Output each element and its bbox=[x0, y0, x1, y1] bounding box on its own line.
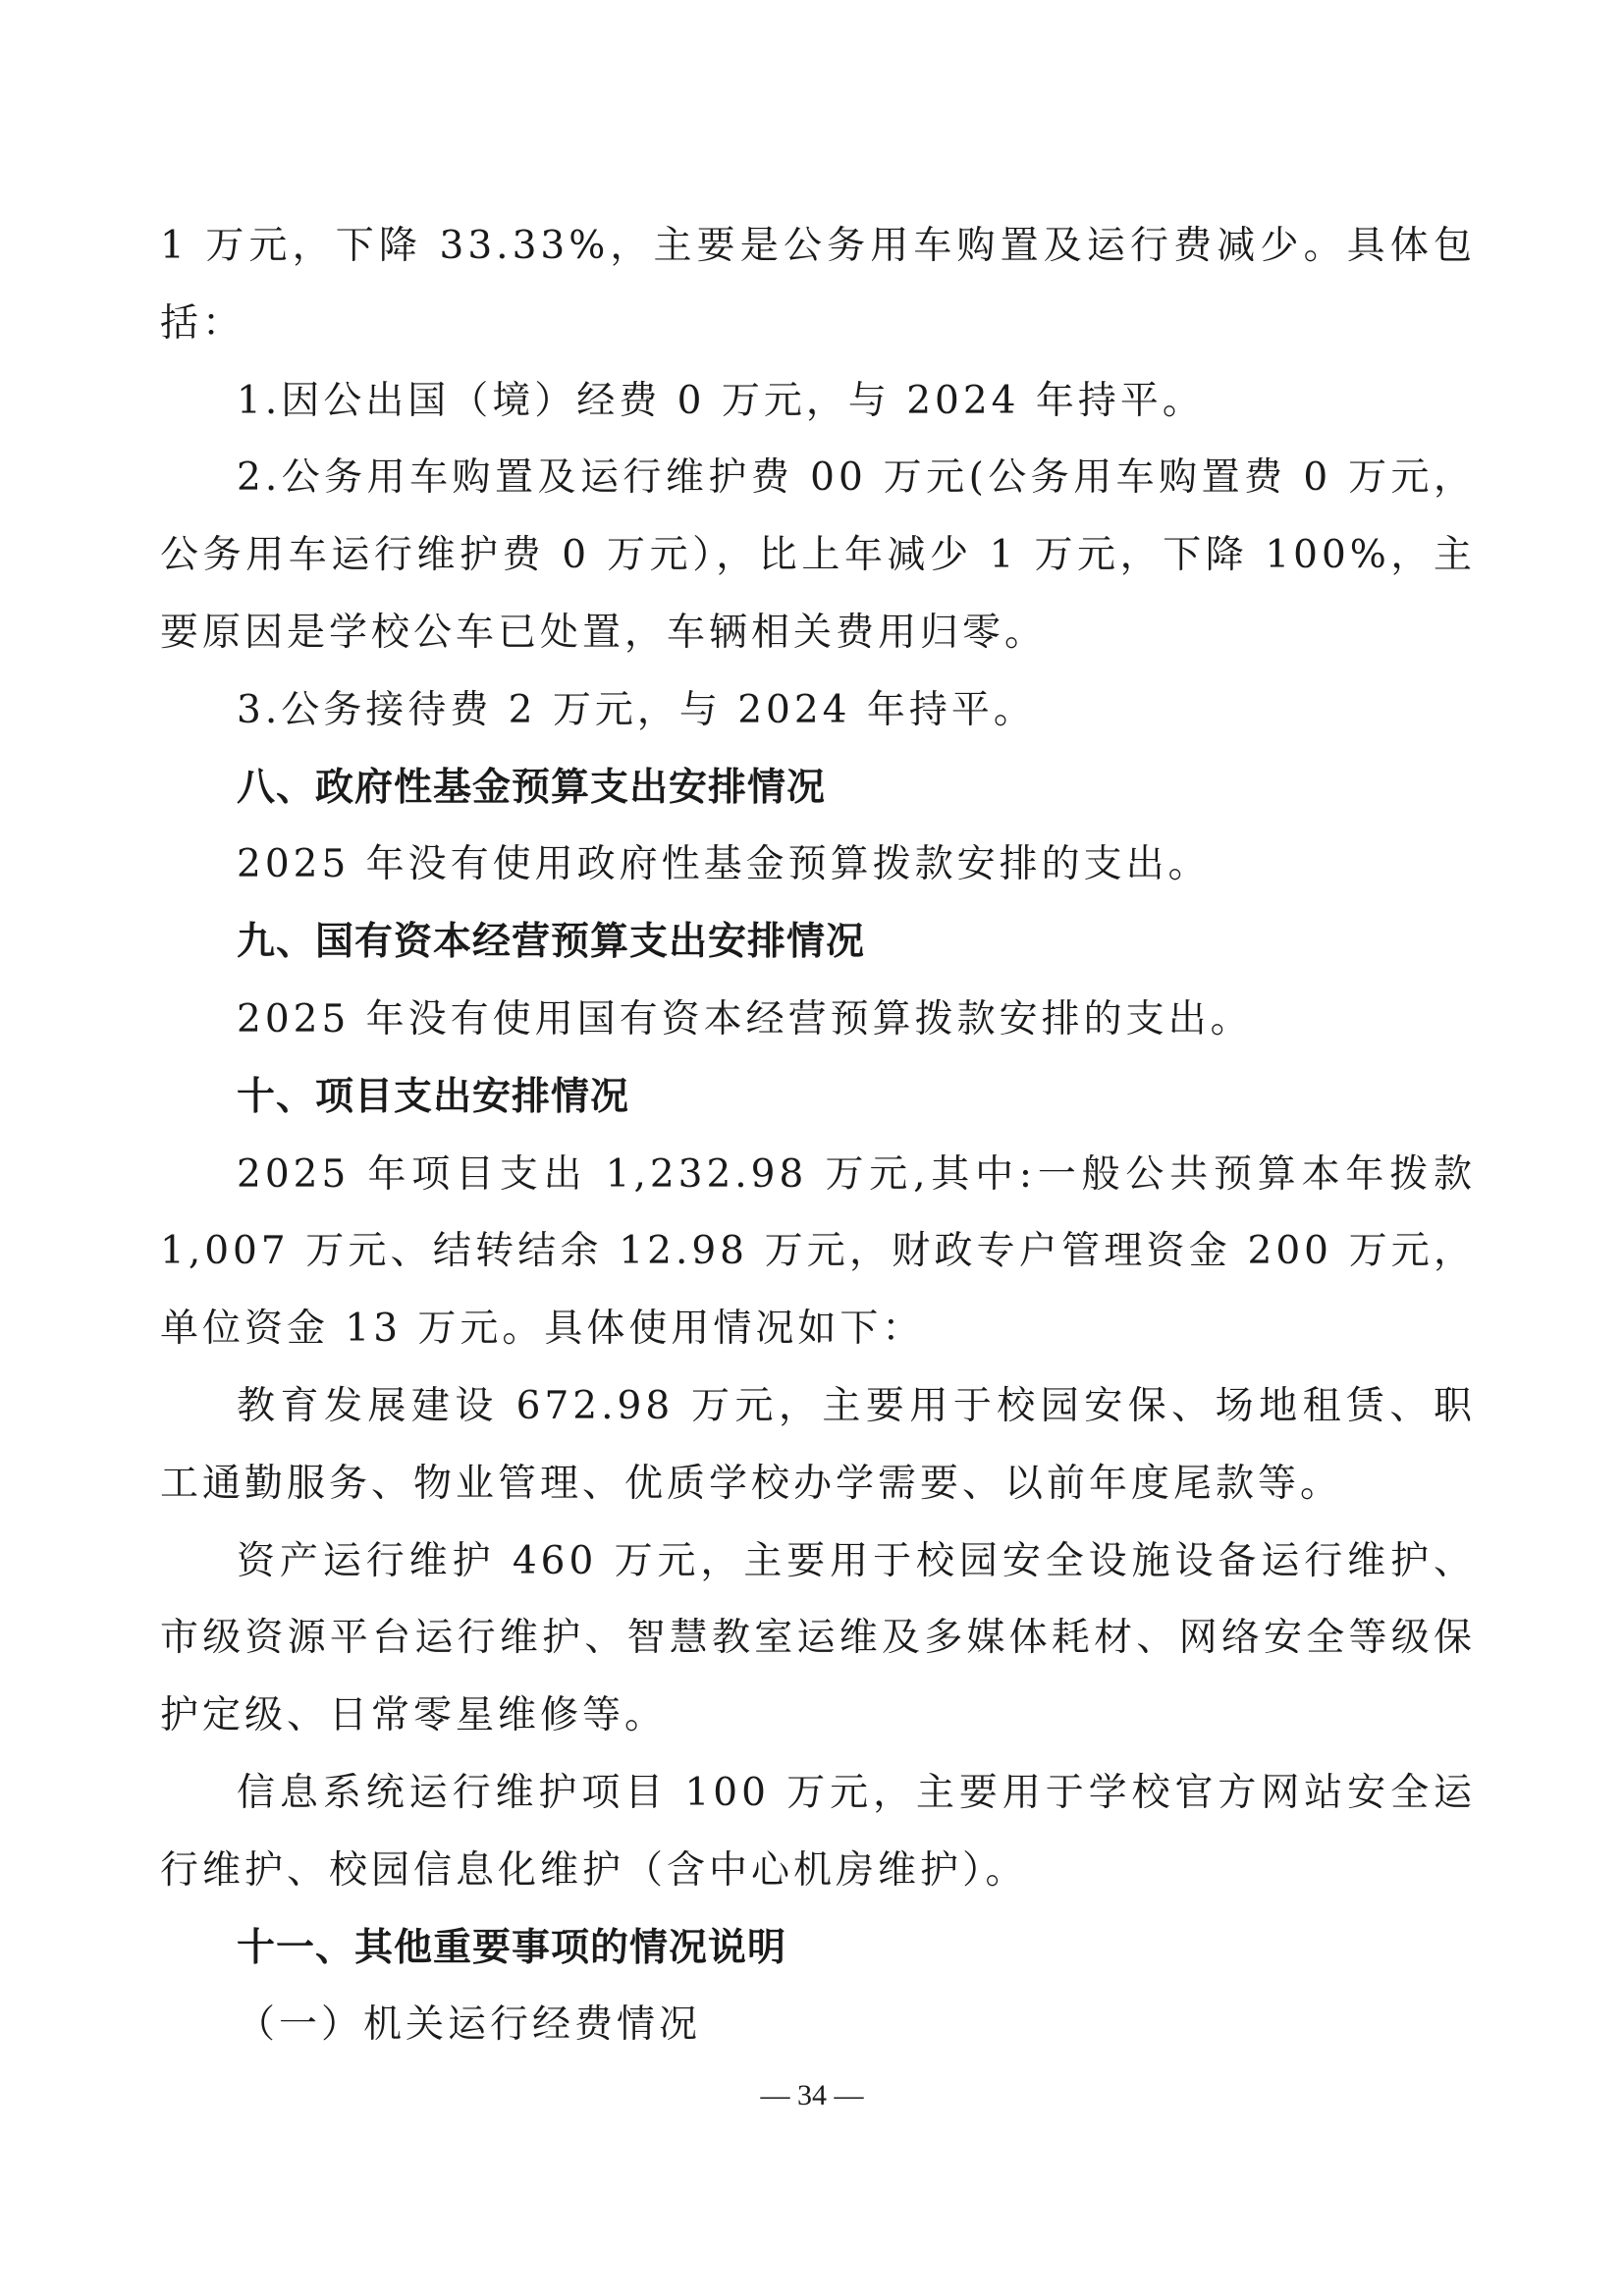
section-heading-8: 八、政府性基金预算支出安排情况 bbox=[237, 765, 827, 810]
paragraph-overseas-travel-cost: 1.因公出国（境）经费 0 万元，与 2024 年持平。 bbox=[237, 378, 1205, 423]
section-heading-10: 十、项目支出安排情况 bbox=[237, 1074, 630, 1119]
paragraph-project-expenditure: 2025 年项目支出 1,232.98 万元,其中:一般公共预算本年拨款 1,007 万元、结转结余 12.98 万元，财政专户管理资金 200 万元，单位资金 13 万元。具体使用情况如下： bbox=[160, 1151, 1476, 1352]
page-number: — 34 — bbox=[760, 2079, 864, 2111]
section-heading-9: 九、国有资本经营预算支出安排情况 bbox=[237, 920, 866, 965]
paragraph-continuation: 1 万元，下降 33.33%，主要是公务用车购置及运行费减少。具体包括： bbox=[160, 224, 1476, 346]
document-body bbox=[160, 208, 1476, 2064]
paragraph-information-system: 信息系统运行维护项目 100 万元，主要用于学校官方网站安全运行维护、校园信息化维护（含中心机房维护）。 bbox=[160, 1770, 1476, 1893]
paragraph-government-fund: 2025 年没有使用政府性基金预算拨款安排的支出。 bbox=[237, 842, 1211, 887]
paragraph-education-development: 教育发展建设 672.98 万元，主要用于校园安保、场地租赁、职工通勤服务、物业管理、优质学校办学需要、以前年度尾款等。 bbox=[160, 1383, 1476, 1506]
paragraph-subheading-1: （一）机关运行经费情况 bbox=[237, 2002, 702, 2048]
section-heading-11: 十一、其他重要事项的情况说明 bbox=[237, 1925, 787, 1970]
paragraph-vehicle-cost: 2.公务用车购置及运行维护费 00 万元(公务用车购置费 0 万元，公务用车运行维护费 0 万元），比上年减少 1 万元，下降 100%，主要原因是学校公车已处置，车辆相关费用归零。 bbox=[160, 455, 1476, 655]
paragraph-asset-maintenance: 资产运行维护 460 万元，主要用于校园安全设施设备运行维护、市级资源平台运行维护、智慧教室运维及多媒体耗材、网络安全等级保护定级、日常零星维修等。 bbox=[160, 1538, 1476, 1738]
paragraph-reception-cost: 3.公务接待费 2 万元，与 2024 年持平。 bbox=[237, 687, 1036, 732]
paragraph-state-capital: 2025 年没有使用国有资本经营预算拨款安排的支出。 bbox=[237, 996, 1253, 1041]
